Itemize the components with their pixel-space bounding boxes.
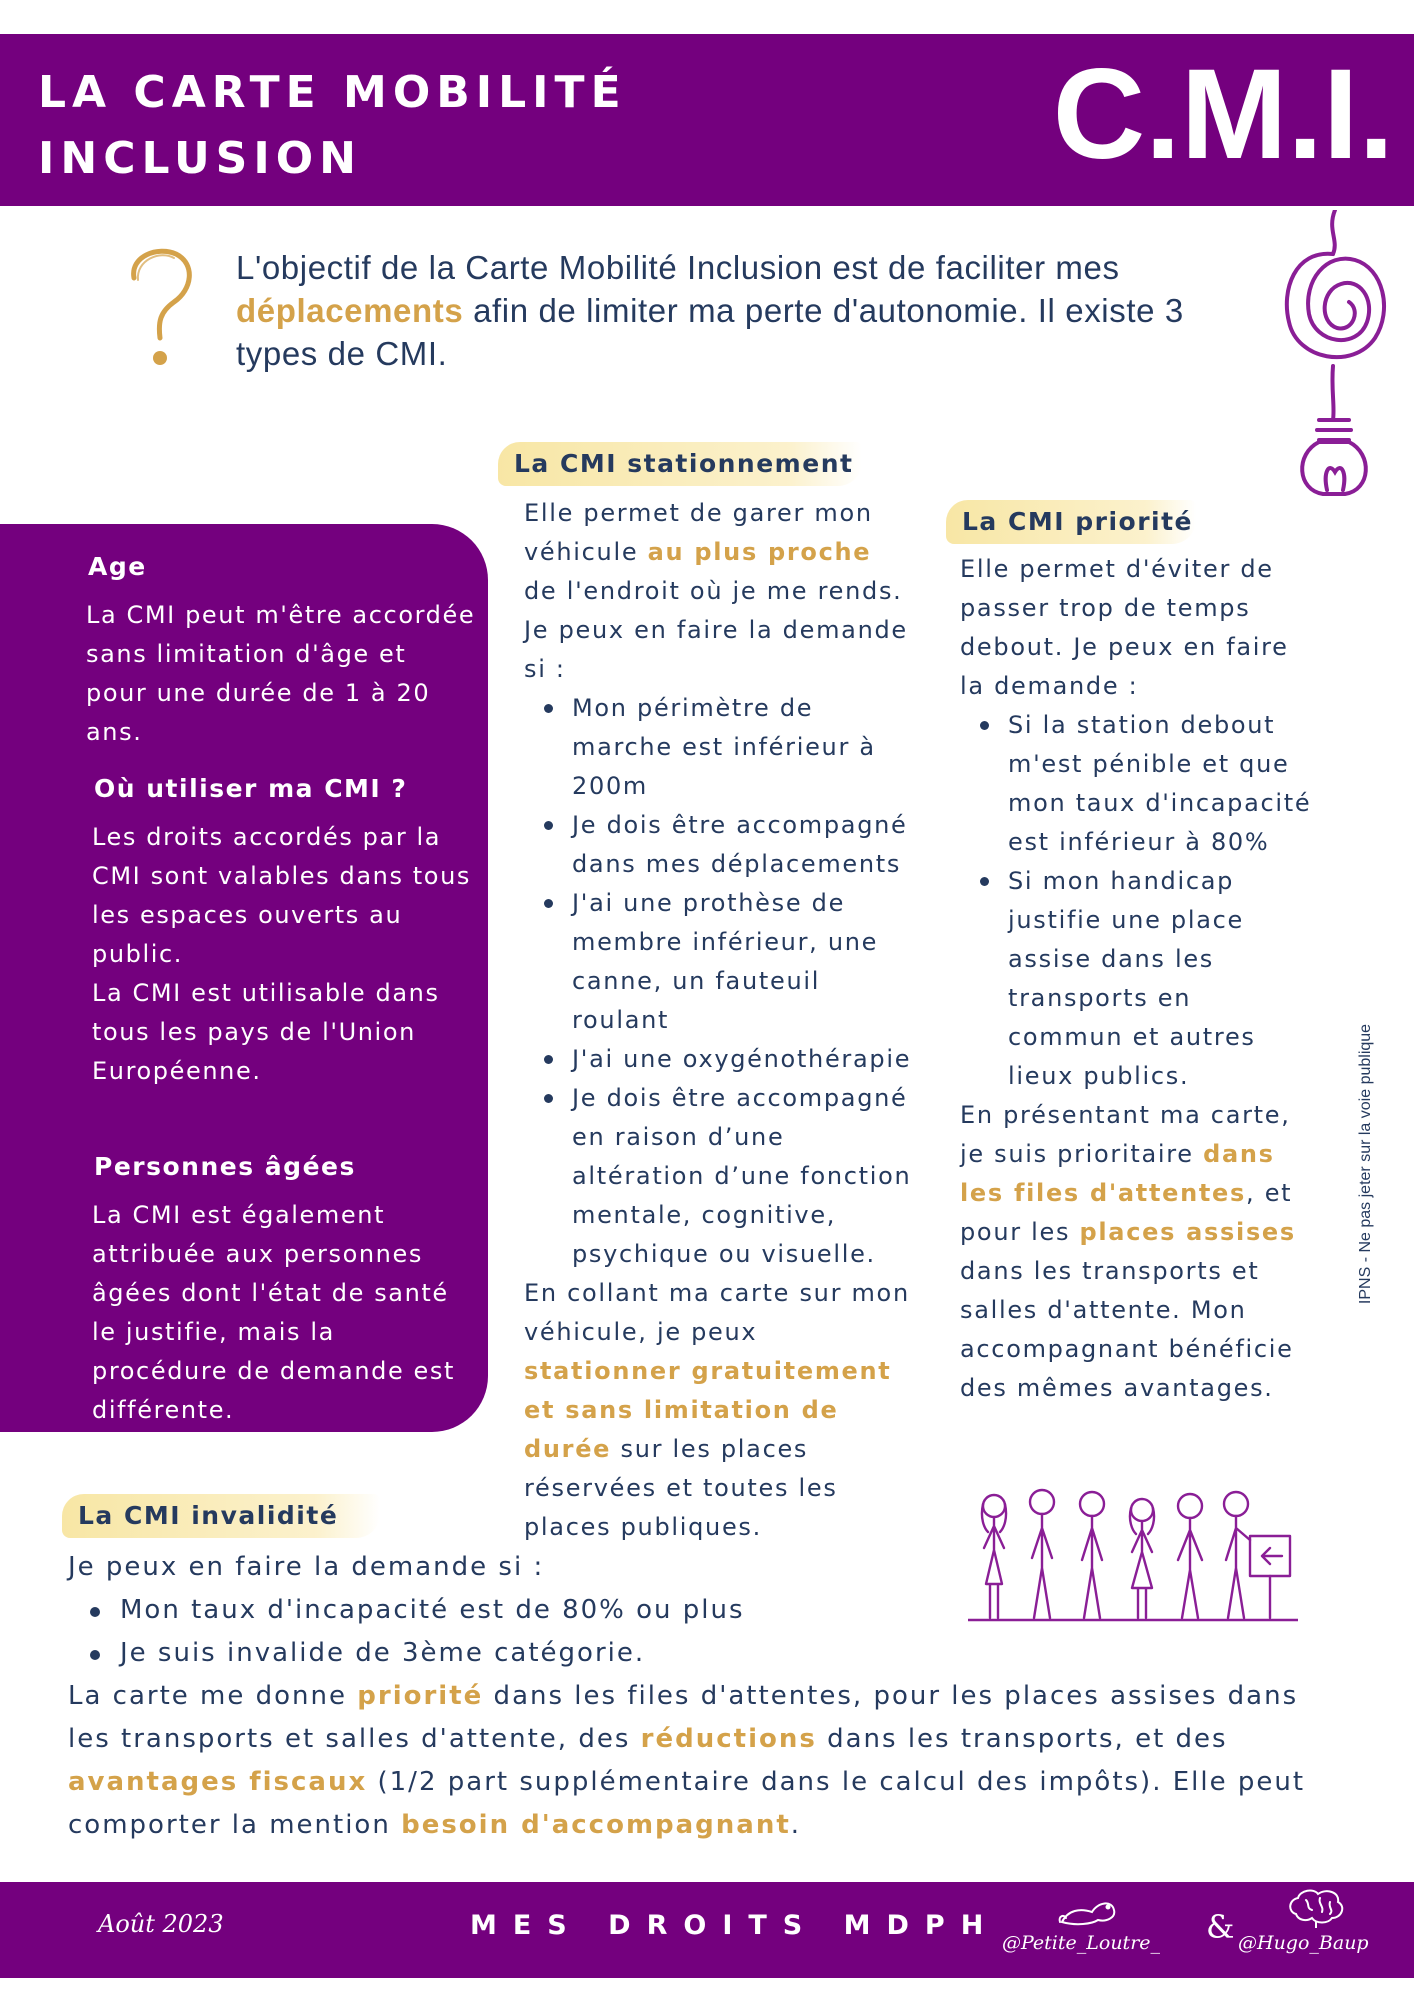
invalidite-body xyxy=(68,1546,1308,1847)
title-acronym: C.M.I. xyxy=(1052,43,1394,186)
invalidite-text-4: (1/2 part supplémentaire dans le calcul des impôts). Elle peut comporter la mention xyxy=(68,1767,1306,1840)
priorite-intro: Elle permet d'éviter de passer trop de temps debout. Je peux en faire la demande : xyxy=(960,555,1289,700)
invalidite-highlight-2: réductions xyxy=(640,1724,817,1754)
priorite-outro xyxy=(960,1096,1312,1408)
stationnement-intro xyxy=(524,494,912,689)
where-text-2: La CMI est utilisable dans tous les pays de l'Union Européenne. xyxy=(92,979,440,1085)
invalidite-intro: Je peux en faire la demande si : xyxy=(68,1552,545,1582)
invalidite-text-2: dans les files d'attentes, pour les places assises dans les transports et salles d'attente, des xyxy=(68,1681,1299,1754)
where-heading: Où utiliser ma CMI ? xyxy=(94,774,408,803)
priorite-outro-text-2: , et pour les xyxy=(960,1179,1293,1246)
info-panel xyxy=(0,524,488,1432)
stationnement-outro-end: sur les places réservées et toutes les places publiques. xyxy=(524,1435,838,1541)
invalidite-paragraph xyxy=(68,1675,1308,1847)
where-text-1: Les droits accordés par la CMI sont valables dans tous les espaces ouverts au public. xyxy=(92,823,471,968)
otter-icon xyxy=(1058,1892,1120,1926)
intro-text: L'objectif de la Carte Mobilité Inclusion est de faciliter mes xyxy=(236,249,1120,286)
author-handle-right: @Hugo_Baup xyxy=(1238,1932,1369,1954)
age-text: La CMI peut m'être accordée sans limitation d'âge et pour une durée de 1 à 20 ans. xyxy=(86,601,476,746)
stationnement-intro-end: de l'endroit où je me rends. Je peux en faire la demande si : xyxy=(524,577,908,683)
age-heading: Age xyxy=(88,552,147,581)
page-title: LA CARTE MOBILITÉ INCLUSION xyxy=(38,67,627,184)
elderly-text: La CMI est également attribuée aux personnes âgées dont l'état de santé le justifie, mais la procédure de demande est différente. xyxy=(92,1201,456,1424)
priorite-list xyxy=(960,706,1312,1096)
brain-icon xyxy=(1286,1888,1346,1928)
footer-brand: MES DROITS MDPH xyxy=(470,1910,1000,1941)
stationnement-intro-highlight: au plus proche xyxy=(647,538,872,566)
priorite-outro-text: En présentant ma carte, je suis prioritaire xyxy=(960,1101,1291,1168)
intro-highlight: déplacements xyxy=(236,292,464,329)
invalidite-highlight-4: besoin d'accompagnant xyxy=(401,1810,791,1840)
invalidite-text-5: . xyxy=(790,1810,802,1840)
elderly-heading: Personnes âgées xyxy=(94,1152,356,1181)
stationnement-outro-highlight: stationner gratuitement et sans limitation de durée xyxy=(524,1357,892,1463)
list-item: J'ai une prothèse de membre inférieur, une canne, un fauteuil roulant xyxy=(524,884,912,1040)
priorite-outro-highlight-1: dans les files d'attentes xyxy=(960,1140,1275,1207)
header-banner xyxy=(0,34,1414,206)
list-item: Je dois être accompagné en raison d’une altération d’une fonction mentale, cognitive, psychique ou visuelle. xyxy=(524,1079,912,1274)
intro-text-end: afin de limiter ma perte d'autonomie. Il existe 3 types de CMI. xyxy=(236,292,1184,372)
stationnement-body xyxy=(524,494,912,1547)
stationnement-heading: La CMI stationnement xyxy=(498,442,862,486)
list-item: Je suis invalide de 3ème catégorie. xyxy=(68,1632,1308,1675)
priorite-heading: La CMI priorité xyxy=(946,500,1196,544)
hanging-lightbulb-icon xyxy=(1275,210,1395,500)
stationnement-outro-text: En collant ma carte sur mon véhicule, je peux xyxy=(524,1279,910,1346)
invalidite-heading: La CMI invalidité xyxy=(62,1494,380,1538)
footer-banner xyxy=(0,1882,1414,1978)
footer-date: Août 2023 xyxy=(98,1910,224,1938)
ipns-note: IPNS - Ne pas jeter sur la voie publique xyxy=(1357,1023,1374,1305)
invalidite-highlight-3: avantages fiscaux xyxy=(68,1767,368,1797)
priorite-outro-highlight-2: places assises xyxy=(1079,1218,1296,1246)
priorite-outro-end: dans les transports et salles d'attente. Mon accompagnant bénéficie des mêmes avantages. xyxy=(960,1257,1294,1402)
stationnement-outro xyxy=(524,1274,912,1547)
list-item: Je dois être accompagné dans mes déplacements xyxy=(524,806,912,884)
list-item: Si la station debout m'est pénible et que mon taux d'incapacité est inférieur à 80% xyxy=(960,706,1312,862)
priorite-body xyxy=(960,550,1312,1408)
list-item: Mon taux d'incapacité est de 80% ou plus xyxy=(68,1589,1308,1632)
invalidite-list xyxy=(68,1589,1308,1675)
stationnement-intro-text: Elle permet de garer mon véhicule xyxy=(524,499,873,566)
list-item: J'ai une oxygénothérapie xyxy=(524,1040,912,1079)
list-item: Mon périmètre de marche est inférieur à 200m xyxy=(524,689,912,806)
author-handle-left: @Petite_Loutre_ xyxy=(1002,1932,1161,1954)
where-text xyxy=(92,818,472,1091)
invalidite-text-1: La carte me donne xyxy=(68,1681,358,1711)
intro-paragraph xyxy=(236,246,1196,375)
ampersand: & xyxy=(1206,1908,1235,1946)
list-item: Si mon handicap justifie une place assise dans les transports en commun et autres lieux publics. xyxy=(960,862,1312,1096)
question-mark-icon xyxy=(120,242,200,372)
invalidite-highlight-1: priorité xyxy=(357,1681,484,1711)
stationnement-list xyxy=(524,689,912,1274)
invalidite-text-3: dans les transports, et des xyxy=(816,1724,1228,1754)
